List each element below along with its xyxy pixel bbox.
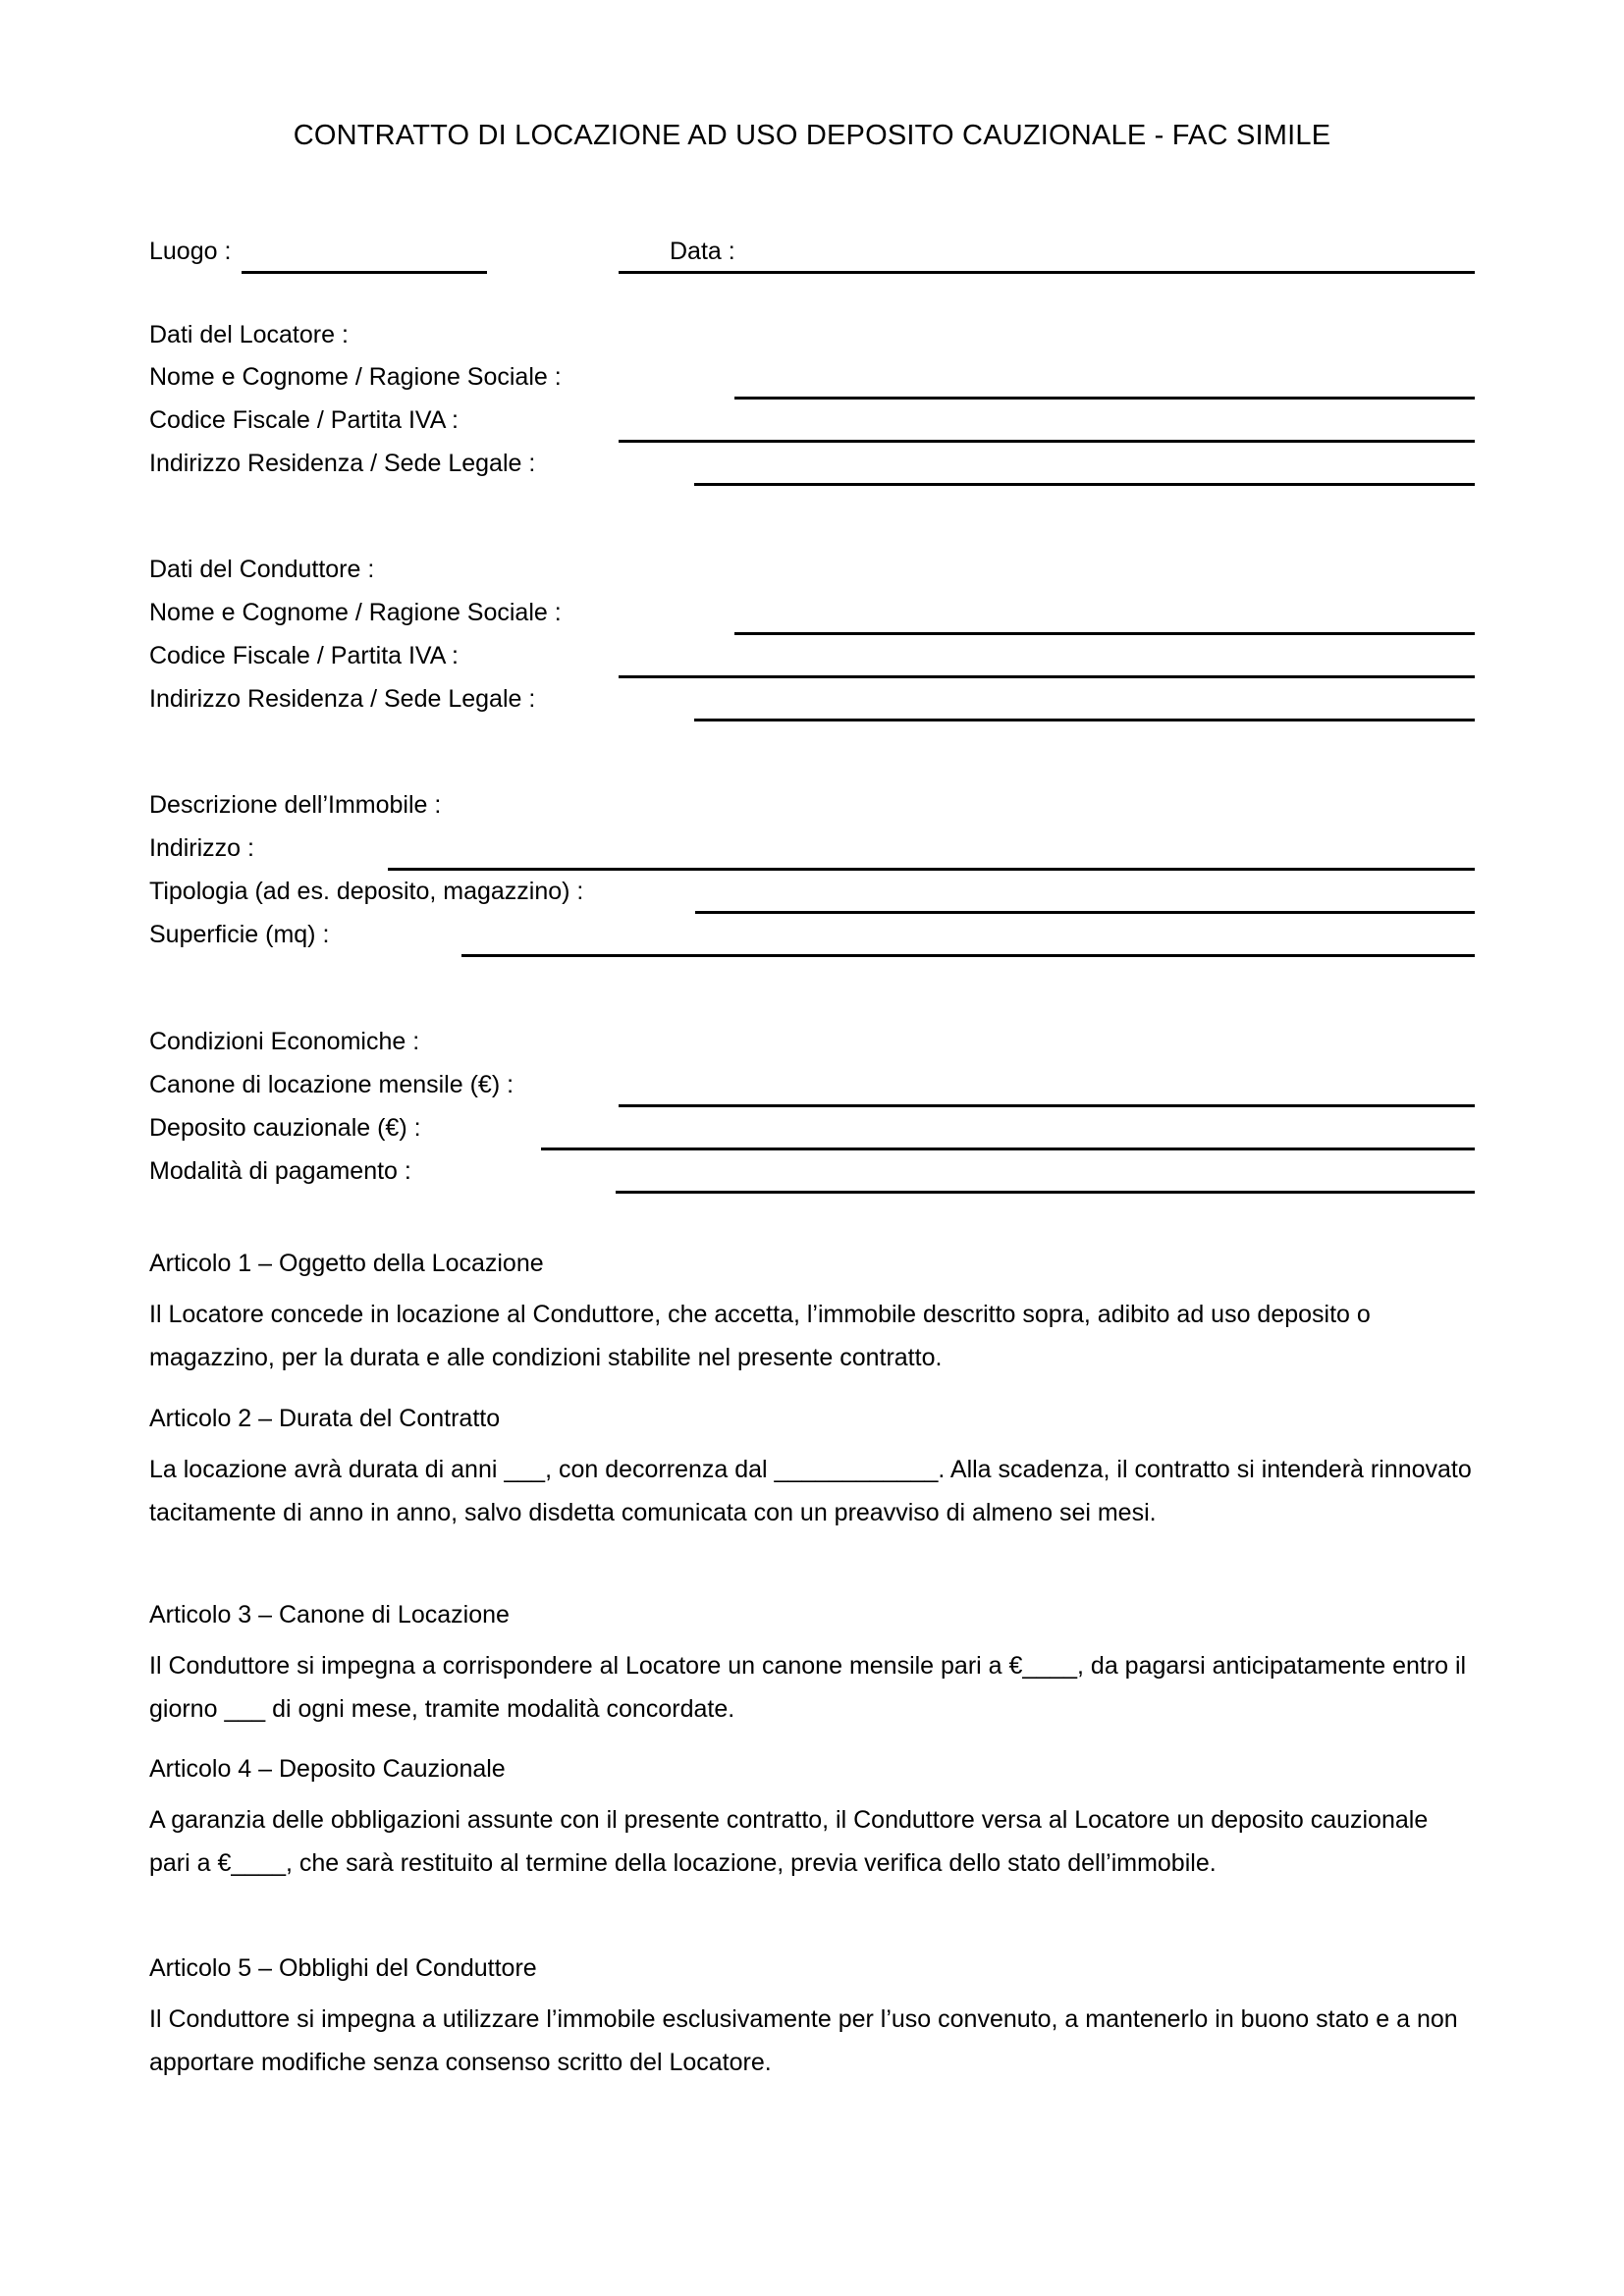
data-label: Data : [670,238,735,265]
conduttore-indirizzo-label: Indirizzo Residenza / Sede Legale : [149,685,536,713]
immobile-indirizzo-row [149,832,1475,876]
locatore-nome-row [149,361,1475,404]
immobile-superficie-row [149,919,1475,962]
immobile-indirizzo-label: Indirizzo : [149,834,254,862]
article-4-title: Articolo 4 – Deposito Cauzionale [149,1755,506,1783]
conduttore-nome-label: Nome e Cognome / Ragione Sociale : [149,599,562,626]
immobile-heading: Descrizione dell’Immobile : [149,791,442,819]
modalita-fill-rule[interactable] [616,1191,1475,1194]
modalita-label: Modalità di pagamento : [149,1157,411,1185]
immobile-tipologia-row [149,876,1475,919]
locatore-nome-label: Nome e Cognome / Ragione Sociale : [149,363,562,391]
data-fill-rule[interactable] [619,271,1475,274]
immobile-tipologia-label: Tipologia (ad es. deposito, magazzino) : [149,878,584,905]
locatore-indirizzo-fill-rule[interactable] [694,483,1475,486]
article-5-title: Articolo 5 – Obblighi del Conduttore [149,1954,537,1982]
article-4-body: A garanzia delle obbligazioni assunte con il presente contratto, il Conduttore versa al Locatore un deposito cauzionale pari a €____, che sarà restituito al termine della locazione, previa verifica dello stato dell’immobile. [149,1806,1429,1877]
canone-fill-rule[interactable] [619,1104,1475,1107]
locatore-indirizzo-row [149,448,1475,491]
article-5-body: Il Conduttore si impegna a utilizzare l’immobile esclusivamente per l’uso convenuto, a mantenerlo in buono stato e a non apportare modifiche senza consenso scritto del Locatore. [149,2005,1458,2076]
modalita-row [149,1155,1475,1199]
article-3-title: Articolo 3 – Canone di Locazione [149,1601,510,1629]
conduttore-heading: Dati del Conduttore : [149,556,375,583]
article-1-body: Il Locatore concede in locazione al Conduttore, che accetta, l’immobile descritto sopra, adibito ad uso deposito o magazzino, per la durata e alle condizioni stabilite nel presente contratto. [149,1301,1371,1371]
luogo-label: Luogo : [149,238,232,265]
locatore-heading: Dati del Locatore : [149,321,349,348]
immobile-superficie-label: Superficie (mq) : [149,921,330,948]
article-2-title: Articolo 2 – Durata del Contratto [149,1405,501,1432]
article-3-body: Il Conduttore si impegna a corrispondere al Locatore un canone mensile pari a €____, da pagarsi anticipatamente entro il giorno ___ di ogni mese, tramite modalità concordate. [149,1652,1467,1723]
deposito-label: Deposito cauzionale (€) : [149,1114,421,1142]
locatore-nome-fill-rule[interactable] [734,397,1475,400]
article-1-title: Articolo 1 – Oggetto della Locazione [149,1250,544,1277]
page-title: CONTRATTO DI LOCAZIONE AD USO DEPOSITO CAUZIONALE - FAC SIMILE [293,120,1331,151]
locatore-codice-fill-rule[interactable] [619,440,1475,443]
conduttore-indirizzo-fill-rule[interactable] [694,719,1475,721]
deposito-row [149,1112,1475,1155]
canone-row [149,1069,1475,1112]
conduttore-nome-fill-rule[interactable] [734,632,1475,635]
locatore-indirizzo-label: Indirizzo Residenza / Sede Legale : [149,450,536,477]
conduttore-nome-row [149,597,1475,640]
immobile-indirizzo-fill-rule[interactable] [388,868,1475,871]
article-2-body: La locazione avrà durata di anni ___, con decorrenza dal ____________. Alla scadenza, il contratto si intenderà rinnovato tacitamente di anno in anno, salvo disdetta comunicata con un preavviso di almeno sei mesi. [149,1456,1472,1526]
conduttore-codice-label: Codice Fiscale / Partita IVA : [149,642,459,669]
canone-label: Canone di locazione mensile (€) : [149,1071,514,1098]
conduttore-codice-fill-rule[interactable] [619,675,1475,678]
deposito-fill-rule[interactable] [541,1148,1475,1150]
condizioni-heading: Condizioni Economiche : [149,1028,420,1055]
luogo-data-row [149,236,1475,279]
immobile-superficie-fill-rule[interactable] [461,954,1475,957]
locatore-codice-label: Codice Fiscale / Partita IVA : [149,406,459,434]
conduttore-indirizzo-row [149,683,1475,726]
locatore-codice-row [149,404,1475,448]
luogo-fill-rule[interactable] [242,271,487,274]
immobile-tipologia-fill-rule[interactable] [695,911,1475,914]
conduttore-codice-row [149,640,1475,683]
